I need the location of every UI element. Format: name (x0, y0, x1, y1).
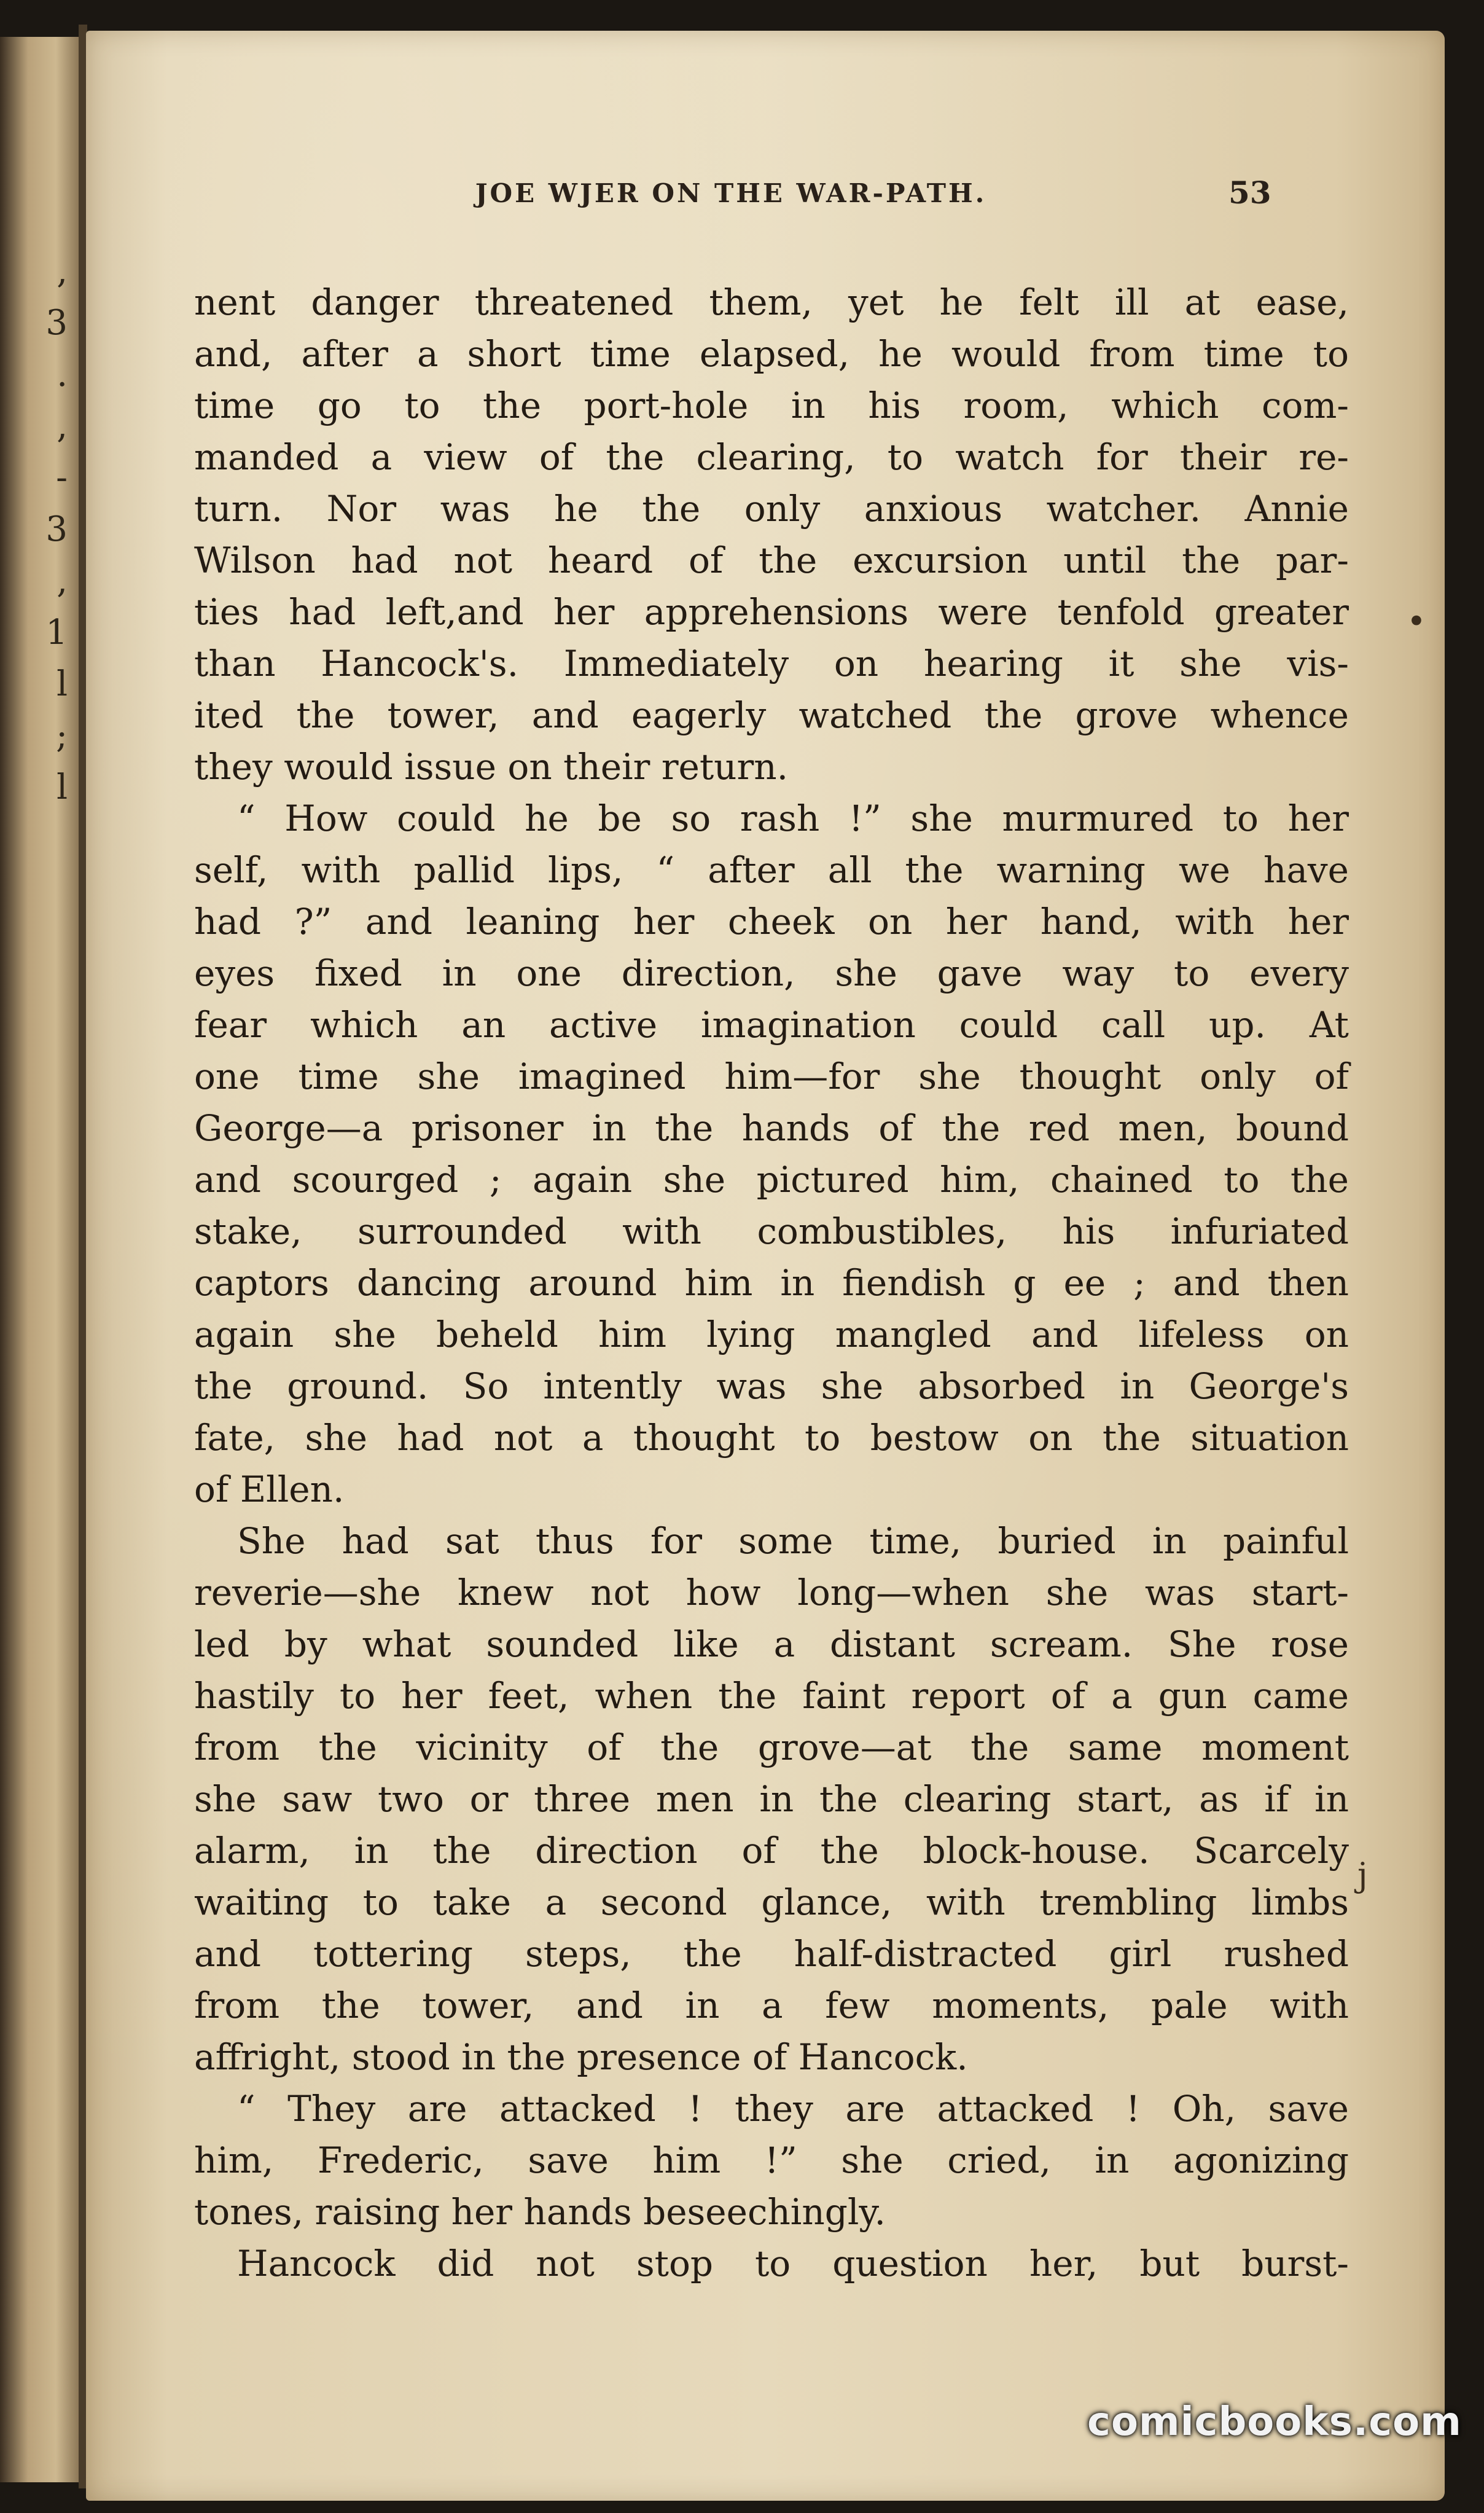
text-line: She had sat thus for some time, buried in painful (237, 1520, 1349, 1562)
text-line: and scourged ; again she pictured him, chained to the (194, 1159, 1349, 1201)
prev-mark: , (57, 406, 68, 446)
text-line: had ?” and leaning her cheek on her hand, with her (194, 901, 1349, 943)
site-watermark: comicbooks.com (1087, 2399, 1462, 2445)
text-line: and, after a short time elapsed, he would from time to (194, 333, 1349, 375)
previous-page-edge (0, 37, 80, 2482)
page-header (86, 174, 1445, 227)
text-line: turn. Nor was he the only anxious watcher. Annie (194, 488, 1349, 530)
text-line: George—a prisoner in the hands of the red men, bound (194, 1107, 1349, 1149)
text-line: fate, she had not a thought to bestow on the situation (194, 1417, 1349, 1459)
margin-squiggle: j (1357, 1856, 1368, 1894)
text-line: fear which an active imagination could call up. At (194, 1004, 1349, 1046)
text-line: Hancock did not stop to question her, but burst- (237, 2243, 1349, 2284)
page-sheet (86, 31, 1445, 2501)
prev-mark: , (57, 251, 68, 291)
text-line: nent danger threatened them, yet he felt ill at ease, (194, 281, 1349, 323)
text-line: manded a view of the clearing, to watch for their re- (194, 436, 1349, 478)
text-line: they would issue on their return. (194, 746, 789, 788)
text-line: self, with pallid lips, “ after all the warning we have (194, 849, 1349, 891)
prev-mark: - (56, 458, 68, 498)
prev-mark: , (57, 561, 68, 601)
text-line: him, Frederic, save him !” she cried, in agonizing (194, 2139, 1349, 2181)
text-line: one time she imagined him—for she thought only of (194, 1056, 1349, 1097)
previous-page-marks (6, 246, 68, 813)
text-line: ties had left,and her apprehensions were tenfold greater (194, 591, 1349, 633)
prev-mark: l (57, 664, 68, 704)
text-line: affright, stood in the presence of Hancock. (194, 2036, 968, 2078)
text-line: “ They are attacked ! they are attacked ! Oh, save (237, 2088, 1349, 2130)
prev-mark: ; (56, 716, 68, 756)
text-line: stake, surrounded with combustibles, his infuriated (194, 1210, 1349, 1252)
prev-mark: 3 (45, 509, 68, 549)
text-line: and tottering steps, the half-distracted girl rushed (194, 1933, 1349, 1975)
text-line: hastily to her feet, when the faint report of a gun came (194, 1675, 1349, 1717)
text-line: alarm, in the direction of the block-house. Scarcely (194, 1830, 1349, 1872)
text-line: led by what sounded like a distant scream. She rose (194, 1623, 1349, 1665)
prev-mark: 3 (45, 303, 68, 343)
text-line: time go to the port-hole in his room, which com- (194, 385, 1349, 426)
text-line: captors dancing around him in fiendish g ee ; and then (194, 1262, 1349, 1304)
text-line: eyes fixed in one direction, she gave way to every (194, 952, 1349, 994)
text-line: again she beheld him lying mangled and lifeless on (194, 1314, 1349, 1355)
text-line: reverie—she knew not how long—when she was start- (194, 1572, 1349, 1613)
body-text (194, 276, 1349, 2289)
page-number: 53 (1228, 174, 1271, 211)
text-line: of Ellen. (194, 1468, 345, 1510)
margin-dot: • (1407, 602, 1426, 641)
prev-mark: 1 (45, 613, 68, 653)
prev-mark: l (57, 767, 68, 807)
text-line: than Hancock's. Immediately on hearing it she vis- (194, 643, 1349, 684)
text-line: ited the tower, and eagerly watched the grove whence (194, 694, 1349, 736)
prev-mark: . (57, 355, 68, 394)
running-head: JOE WJER ON THE WAR-PATH. (475, 178, 987, 208)
text-line: the ground. So intently was she absorbed in George's (194, 1365, 1349, 1407)
text-line: “ How could he be so rash !” she murmured to her (237, 798, 1349, 839)
text-line: she saw two or three men in the clearing start, as if in (194, 1778, 1349, 1820)
text-line: tones, raising her hands beseechingly. (194, 2191, 886, 2233)
text-line: waiting to take a second glance, with trembling limbs (194, 1881, 1349, 1923)
text-line: from the vicinity of the grove—at the same moment (194, 1727, 1349, 1768)
text-line: Wilson had not heard of the excursion until the par- (194, 539, 1349, 581)
text-line: from the tower, and in a few moments, pale with (194, 1985, 1349, 2026)
